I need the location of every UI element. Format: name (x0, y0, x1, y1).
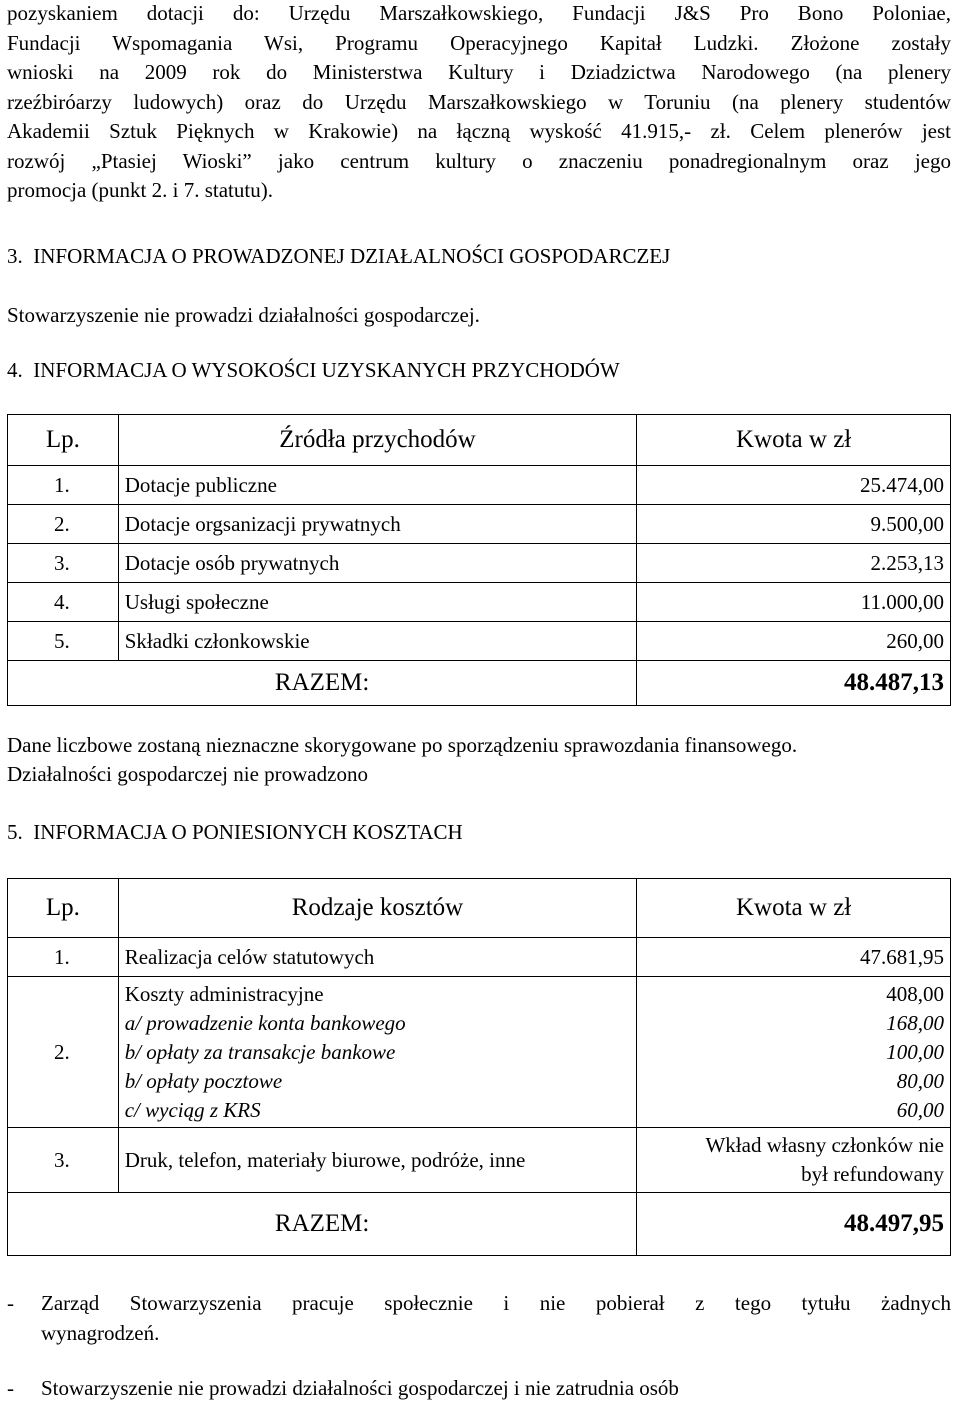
admin-cost-item-amount: 168,00 (886, 1010, 944, 1035)
bullet-text (41, 1289, 951, 1348)
row-lp: 2. (8, 505, 119, 544)
total-value: 48.487,13 (637, 661, 951, 706)
row-source: Usługi społeczne (118, 583, 637, 622)
admin-cost-item: a/ prowadzenie konta bankowego (124, 1010, 406, 1035)
costs-table-wrap (7, 878, 951, 1256)
header-amount: Kwota w zł (637, 415, 951, 466)
section-3-text: Stowarzyszenie nie prowadzi działalności gospodarczej. (7, 303, 480, 327)
admin-costs-amount: 408,00 (886, 981, 944, 1006)
income-note (7, 731, 797, 789)
bullet-item (7, 1289, 951, 1348)
row-amount: 2.253,13 (637, 544, 951, 583)
income-table (7, 414, 951, 706)
header-source: Źródła przychodów (118, 415, 637, 466)
admin-cost-item: b/ opłaty pocztowe (124, 1068, 283, 1093)
row-amount: 260,00 (637, 622, 951, 661)
own-contribution-line: Wkład własny członków nie (705, 1133, 944, 1157)
row-cost-type: Realizacja celów statutowych (118, 938, 637, 977)
row-lp: 1. (8, 938, 119, 977)
table-row (8, 544, 951, 583)
table-row (8, 938, 951, 977)
row-lp: 3. (8, 1128, 119, 1193)
income-table-wrap (7, 414, 951, 706)
header-lp: Lp. (8, 879, 119, 938)
row-cost-type (118, 977, 637, 1128)
table-row (8, 505, 951, 544)
total-label: RAZEM: (8, 661, 637, 706)
intro-line: pozyskaniem dotacji do: Urzędu Marszałkowskiego, Fundacji J&S Pro Bono Poloniae, (7, 1, 951, 25)
intro-line: wnioski na 2009 rok do Ministerstwa Kultury i Dziadzictwa Narodowego (na plenery (7, 60, 951, 84)
admin-cost-item-amount: 60,00 (896, 1097, 944, 1122)
header-amount: Kwota w zł (637, 879, 951, 938)
total-value: 48.497,95 (637, 1193, 951, 1256)
table-row (8, 1128, 951, 1193)
row-source: Dotacje osób prywatnych (118, 544, 637, 583)
costs-table-header (8, 879, 951, 938)
table-row (8, 622, 951, 661)
table-row (8, 466, 951, 505)
row-amount: 11.000,00 (637, 583, 951, 622)
row-amount (637, 977, 951, 1128)
bullet-line: Stowarzyszenie nie prowadzi działalności gospodarczej i nie zatrudnia osób (41, 1376, 679, 1400)
intro-line: Fundacji Wspomagania Wsi, Programu Operacyjnego Kapitał Ludzki. Złożone zostały (7, 30, 951, 55)
bullet-dash: - (7, 1291, 14, 1315)
admin-cost-item: c/ wyciąg z KRS (124, 1097, 261, 1122)
bullet-line: Zarząd Stowarzyszenia pracuje społecznie i nie pobierał z tego tytułu żadnych (41, 1291, 951, 1315)
row-amount (637, 1128, 951, 1193)
row-lp: 3. (8, 544, 119, 583)
admin-cost-item-amount: 100,00 (886, 1039, 944, 1064)
costs-total-row (8, 1193, 951, 1256)
income-note-line: Działalności gospodarczej nie prowadzono (7, 762, 368, 786)
admin-costs-title: Koszty administracyjne (124, 981, 324, 1006)
table-row (8, 583, 951, 622)
intro-line: rzeźbiróarzy ludowych) oraz do Urzędu Marszałkowskiego w Toruniu (na plenery studentów (7, 89, 951, 114)
row-source: Składki członkowskie (118, 622, 637, 661)
bullet-line: wynagrodzeń. (41, 1320, 160, 1345)
row-source: Dotacje publiczne (118, 466, 637, 505)
intro-line: rozwój „Ptasiej Wioski” jako centrum kultury o znaczeniu ponadregionalnym oraz jego (7, 148, 951, 173)
row-lp: 4. (8, 583, 119, 622)
intro-paragraph (7, 0, 951, 206)
admin-cost-item: b/ opłaty za transakcje bankowe (124, 1039, 396, 1064)
income-note-line: Dane liczbowe zostaną nieznaczne skorygowane po sporządzeniu sprawozdania finansowego. (7, 733, 798, 757)
row-amount: 9.500,00 (637, 505, 951, 544)
total-label: RAZEM: (8, 1193, 637, 1256)
intro-line: Akademii Sztuk Pięknych w Krakowie) na łączną wyskość 41.915,- zł. Celem plenerów jest (7, 119, 951, 143)
income-table-header (8, 415, 951, 466)
row-amount: 25.474,00 (637, 466, 951, 505)
income-total-row (8, 661, 951, 706)
section-4-heading: 4. INFORMACJA O WYSOKOŚCI UZYSKANYCH PRZYCHODÓW (7, 358, 620, 382)
header-cost-type: Rodzaje kosztów (118, 879, 637, 938)
admin-cost-item-amount: 80,00 (896, 1068, 944, 1093)
table-row (8, 977, 951, 1128)
row-lp: 2. (8, 977, 119, 1128)
row-source: Dotacje orgsanizacji prywatnych (118, 505, 637, 544)
row-amount: 47.681,95 (637, 938, 951, 977)
row-cost-type: Druk, telefon, materiały biurowe, podróże, inne (118, 1128, 637, 1193)
own-contribution-line: był refundowany (801, 1162, 944, 1186)
section-5-heading: 5. INFORMACJA O PONIESIONYCH KOSZTACH (7, 820, 463, 844)
section-3-heading: 3. INFORMACJA O PROWADZONEJ DZIAŁALNOŚCI GOSPODARCZEJ (7, 244, 671, 268)
bullet-dash: - (7, 1376, 14, 1400)
row-lp: 1. (8, 466, 119, 505)
bullet-item (7, 1374, 951, 1404)
header-lp: Lp. (8, 415, 119, 466)
intro-line: promocja (punkt 2. i 7. statutu). (7, 178, 273, 202)
row-lp: 5. (8, 622, 119, 661)
costs-table (7, 878, 951, 1256)
